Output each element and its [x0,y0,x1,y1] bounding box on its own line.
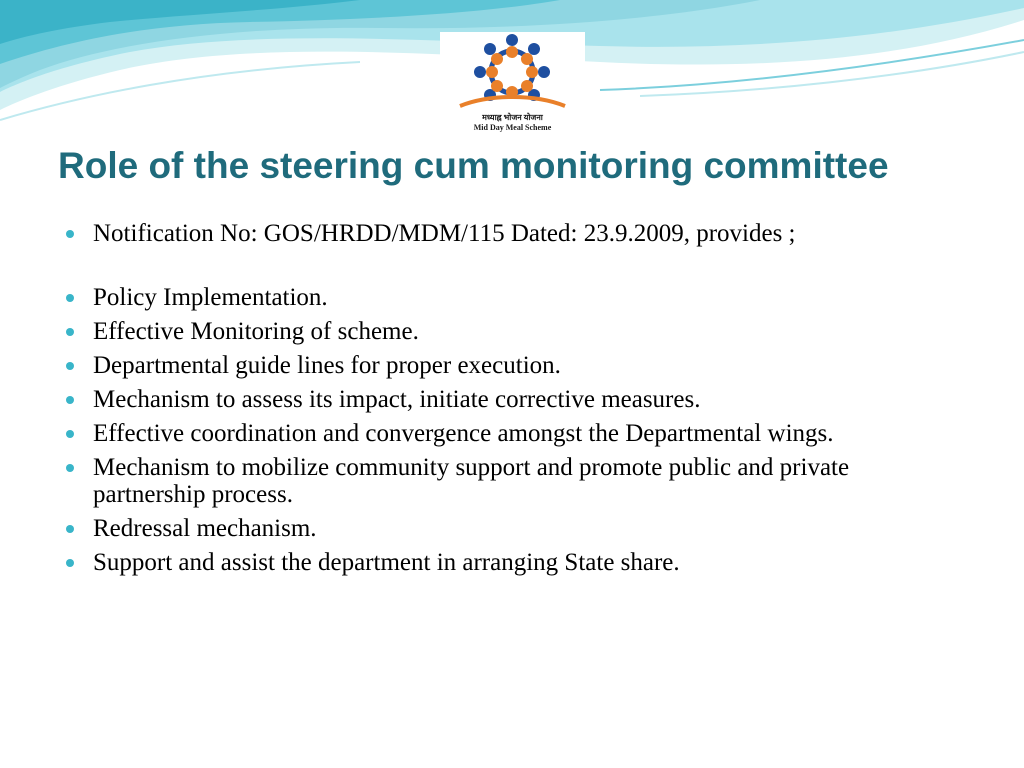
bullet-dot-icon [66,362,74,370]
bullet-dot-icon [66,328,74,336]
bullet-dot-icon [66,430,74,438]
bullet-item [64,420,964,447]
bullet-item [64,318,964,345]
slide-title: Role of the steering cum monitoring committee [58,145,889,186]
bullet-dot-icon [66,396,74,404]
bullet-dot-icon [66,464,74,472]
bullet-item [64,515,964,542]
bullet-text: Notification No: GOS/HRDD/MDM/115 Dated: 23.9.2009, provides ; [93,220,796,247]
bullet-item [64,386,964,413]
logo-caption-hindi: मध्याह्न भोजन योजना [482,113,543,122]
bullet-text: Effective coordination and convergence amongst the Departmental wings. [93,420,834,447]
bullet-dot-icon [66,525,74,533]
bullet-text: Redressal mechanism. [93,515,317,542]
bullet-text: Departmental guide lines for proper execution. [93,352,561,379]
bullet-item [64,352,964,379]
bullet-dot-icon [66,230,74,238]
bullet-item [64,454,964,508]
bullet-text: Effective Monitoring of scheme. [93,318,419,345]
logo-emblem-icon [440,32,585,112]
bullet-dot-icon [66,294,74,302]
bullet-text: Policy Implementation. [93,284,328,311]
mid-day-meal-logo [440,32,585,134]
bullet-item [64,220,964,247]
bullet-text: Mechanism to mobilize community support and promote public and private partnership process. [93,454,850,508]
bullet-list [64,220,964,583]
bullet-item [64,284,964,311]
bullet-item [64,549,964,576]
bullet-text: Mechanism to assess its impact, initiate corrective measures. [93,386,701,413]
logo-caption-english: Mid Day Meal Scheme [473,123,552,132]
bullet-text: Support and assist the department in arranging State share. [93,549,680,576]
bullet-dot-icon [66,559,74,567]
